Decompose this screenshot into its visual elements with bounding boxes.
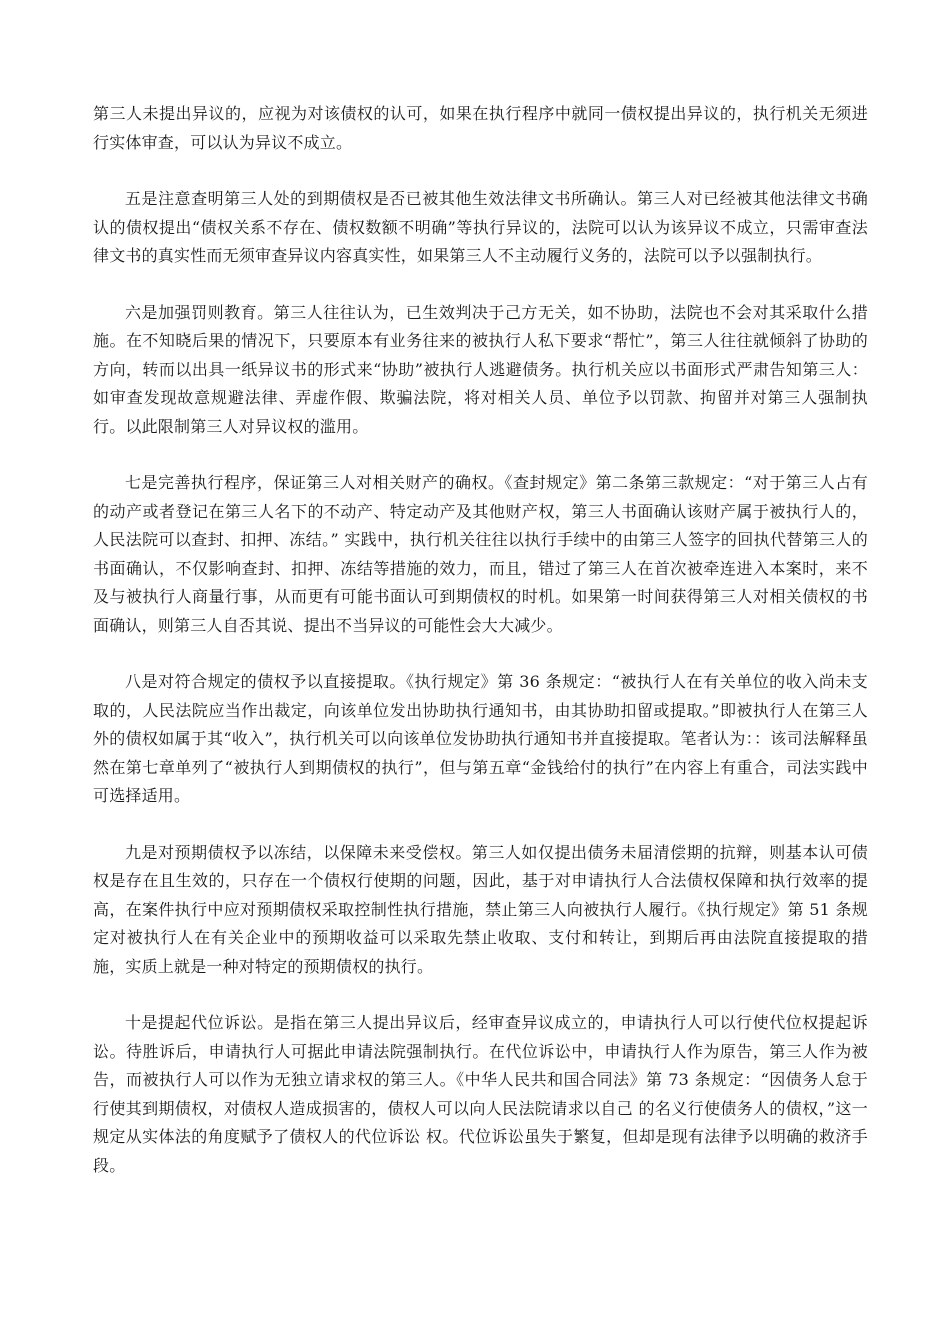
paragraph-point-six: 六是加强罚则教育。第三人往往认为，已生效判决于己方无关，如不协助，法院也不会对其采取什么措施。在不知晓后果的情况下，只要原本有业务往来的被执行人私下要求“帮忙”，第三人往往就倾斜了协助的方向，转而以出具一纸异议书的形式来“协助”被执行人逃避债务。执行机关应以书面形式严肃告知第三人：如审查发现故意规避法律、弄虚作假、欺骗法院，将对相关人员、单位予以罚款、拘留并对第三人强制执行。以此限制第三人对异议权的滥用。 bbox=[93, 302, 868, 436]
paragraph-point-nine: 九是对预期债权予以冻结，以保障未来受偿权。第三人如仅提出债务未届清偿期的抗辩，则基本认可债权是存在且生效的，只存在一个债权行使期的问题，因此，基于对申请执行人合法债权保障和执行效率的提高，在案件执行中应对预期债权采取控制性执行措施，禁止第三人向被执行人履行。《执行规定》第 51 条规定对被执行人在有关企业中的预期收益可以采取先禁止收取、支付和转让，到期后再由法院直接提取的措施，实质上就是一种对特定的预期债权的执行。 bbox=[93, 842, 868, 976]
paragraph-point-ten: 十是提起代位诉讼。是指在第三人提出异议后，经审查异议成立的，申请执行人可以行使代位权提起诉讼。待胜诉后，申请执行人可据此申请法院强制执行。在代位诉讼中，申请执行人作为原告，第三人作为被告，而被执行人可以作为无独立请求权的第三人。《中华人民共和国合同法》第 73 条规定：“因债务人怠于行使其到期债权，对债权人造成损害的，债权人可以向人民法院请求以自己 的名义行使债务人的债权，”这一规定从实体法的角度赋予了债权人的代位诉讼 权。代位诉讼虽失于繁复，但却是现有法律予以明确的救济手段。 bbox=[93, 1013, 868, 1175]
paragraph-continuation: 第三人未提出异议的，应视为对该债权的认可，如果在执行程序中就同一债权提出异议的，执行机关无须进行实体审查，可以认为异议不成立。 bbox=[93, 104, 868, 152]
document-body bbox=[93, 100, 868, 1180]
paragraph-point-eight: 八是对符合规定的债权予以直接提取。《执行规定》第 36 条规定：“被执行人在有关单位的收入尚未支取的，人民法院应当作出裁定，向该单位发出协助执行通知书，由其协助扣留或提取。”即被执行人在第三人外的债权如属于其“收入”，执行机关可以向该单位发协助执行通知书并直接提取。笔者认为：：该司法解释虽然在第七章单列了“被执行人到期债权的执行”，但与第五章“金钱给付的执行”在内容上有重合，司法实践中可选择适用。 bbox=[93, 672, 868, 805]
paragraph-point-seven: 七是完善执行程序，保证第三人对相关财产的确权。《查封规定》第二条第三款规定：“对于第三人占有的动产或者登记在第三人名下的不动产、特定动产及其他财产权，第三人书面确认该财产属于被执行人的，人民法院可以查封、扣押、冻结。” 实践中，执行机关往往以执行手续中的由第三人签字的回执代替第三人的书面确认，不仅影响查封、扣押、冻结等措施的效力，而且，错过了第三人在首次被牵连进入本案时，来不及与被执行人商量行事，从而更有可能书面认可到期债权的时机。如果第一时间获得第三人对相关债权的书面确认，则第三人自否其说、提出不当异议的可能性会大大减少。 bbox=[93, 473, 868, 635]
paragraph-point-five: 五是注意查明第三人处的到期债权是否已被其他生效法律文书所确认。第三人对已经被其他法律文书确认的债权提出“债权关系不存在、债权数额不明确”等执行异议的，法院可以认为该异议不成立，只需审查法律文书的真实性而无须审查异议内容真实性，如果第三人不主动履行义务的，法院可以予以强制执行。 bbox=[93, 189, 868, 265]
